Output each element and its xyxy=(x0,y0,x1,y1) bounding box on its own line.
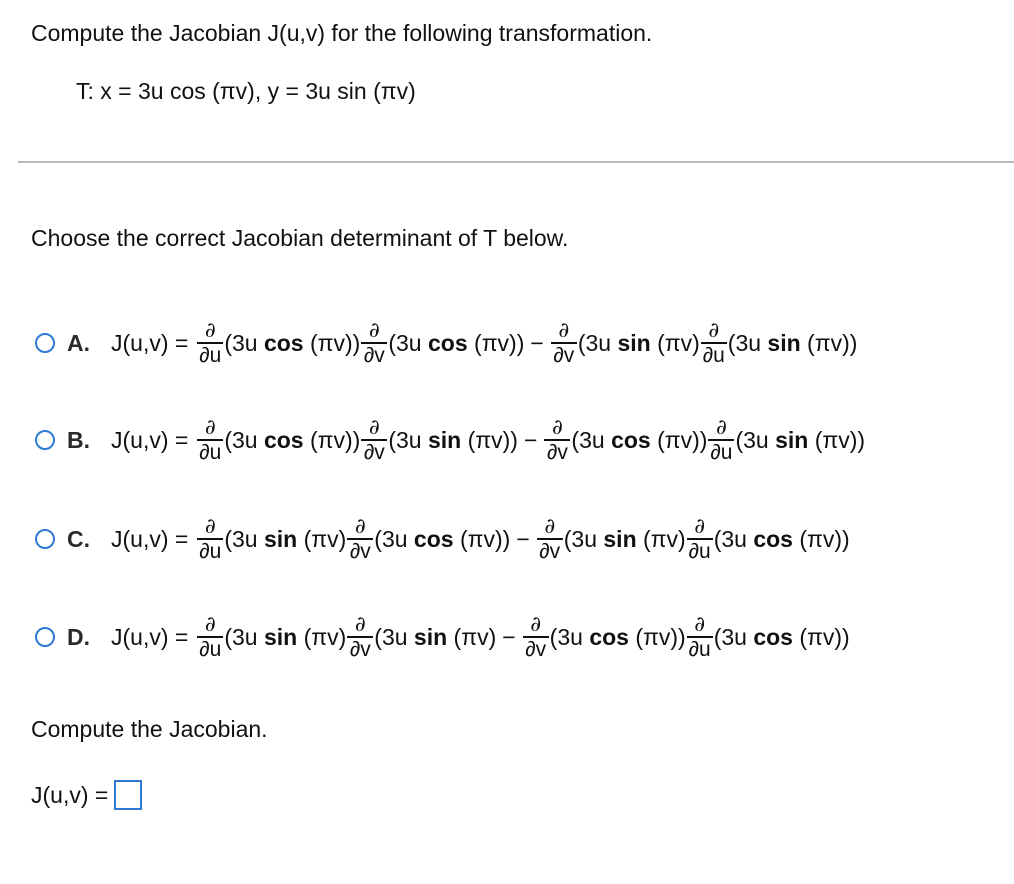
minus-sign: − xyxy=(516,525,530,552)
option-b[interactable] xyxy=(35,405,865,475)
answer-row xyxy=(31,780,142,810)
term-expression: (3u cos (πv)) xyxy=(713,623,850,650)
partial-derivative xyxy=(361,415,387,465)
partial-variable: ∂u xyxy=(702,343,725,367)
term-expression: (3u sin (πv) xyxy=(374,623,497,650)
radio-button[interactable] xyxy=(35,627,55,647)
option-letter: B. xyxy=(67,426,90,453)
partial-symbol: ∂ xyxy=(368,318,380,343)
partial-variable: ∂v xyxy=(363,343,385,367)
partial-symbol: ∂ xyxy=(708,318,720,343)
radio-button[interactable] xyxy=(35,430,55,450)
term-expression: (3u sin (πv) xyxy=(224,623,347,650)
term-expression: (3u sin (πv)) xyxy=(388,426,518,453)
option-d[interactable] xyxy=(35,602,850,672)
term-expression: (3u cos (πv)) xyxy=(388,329,525,356)
partial-symbol: ∂ xyxy=(694,514,706,539)
compute-label: Compute the Jacobian. xyxy=(31,716,268,742)
term-expression: (3u cos (πv)) xyxy=(713,525,850,552)
partial-derivative xyxy=(687,612,713,662)
section-divider xyxy=(18,161,1014,163)
minus-sign: − xyxy=(502,623,516,650)
partial-variable: ∂v xyxy=(525,637,547,661)
partial-variable: ∂u xyxy=(688,539,711,563)
partial-derivative xyxy=(361,318,387,368)
partial-variable: ∂v xyxy=(546,440,568,464)
partial-derivative xyxy=(347,612,373,662)
partial-derivative xyxy=(197,514,223,564)
question-title: Compute the Jacobian J(u,v) for the following transformation. xyxy=(31,20,653,46)
partial-variable: ∂v xyxy=(363,440,385,464)
term-expression: (3u cos (πv)) xyxy=(549,623,686,650)
term-expression: (3u cos (πv)) xyxy=(571,426,708,453)
answer-label: J(u,v) = xyxy=(31,781,109,808)
transformation-text: T: x = 3u cos (πv), y = 3u sin (πv) xyxy=(76,78,416,104)
minus-sign: − xyxy=(530,329,544,356)
partial-symbol: ∂ xyxy=(530,612,542,637)
partial-variable: ∂u xyxy=(199,343,222,367)
term-expression: (3u sin (πv) xyxy=(577,329,700,356)
option-letter: A. xyxy=(67,329,90,356)
partial-symbol: ∂ xyxy=(204,514,216,539)
term-expression: (3u sin (πv)) xyxy=(727,329,858,356)
partial-derivative xyxy=(687,514,713,564)
partial-symbol: ∂ xyxy=(551,415,563,440)
partial-variable: ∂u xyxy=(199,440,222,464)
term-expression: (3u sin (πv) xyxy=(563,525,686,552)
partial-symbol: ∂ xyxy=(204,318,216,343)
option-a[interactable] xyxy=(35,308,857,378)
partial-variable: ∂u xyxy=(710,440,733,464)
partial-derivative xyxy=(197,318,223,368)
partial-derivative xyxy=(537,514,563,564)
partial-symbol: ∂ xyxy=(354,612,366,637)
partial-symbol: ∂ xyxy=(716,415,727,440)
term-expression: (3u cos (πv)) xyxy=(224,426,361,453)
partial-symbol: ∂ xyxy=(544,514,556,539)
partial-variable: ∂v xyxy=(349,539,371,563)
partial-derivative xyxy=(701,318,727,368)
partial-symbol: ∂ xyxy=(694,612,706,637)
jacobian-lhs: J(u,v) = xyxy=(111,426,189,453)
partial-symbol: ∂ xyxy=(354,514,366,539)
term-expression: (3u cos (πv)) xyxy=(374,525,511,552)
partial-variable: ∂u xyxy=(688,637,711,661)
partial-derivative xyxy=(347,514,373,564)
partial-derivative xyxy=(551,318,577,368)
option-letter: C. xyxy=(67,525,90,552)
option-c[interactable] xyxy=(35,504,850,574)
jacobian-lhs: J(u,v) = xyxy=(111,623,189,650)
partial-symbol: ∂ xyxy=(558,318,570,343)
answer-input[interactable] xyxy=(114,780,142,810)
partial-symbol: ∂ xyxy=(204,415,216,440)
partial-variable: ∂v xyxy=(553,343,575,367)
term-expression: (3u sin (πv) xyxy=(224,525,347,552)
choice-prompt: Choose the correct Jacobian determinant of T below. xyxy=(31,225,569,251)
partial-symbol: ∂ xyxy=(204,612,216,637)
partial-derivative xyxy=(197,415,223,465)
partial-variable: ∂v xyxy=(539,539,561,563)
partial-derivative xyxy=(708,415,734,465)
partial-symbol: ∂ xyxy=(368,415,380,440)
partial-variable: ∂v xyxy=(349,637,371,661)
minus-sign: − xyxy=(523,426,538,453)
partial-variable: ∂u xyxy=(199,637,222,661)
partial-derivative xyxy=(197,612,223,662)
radio-button[interactable] xyxy=(35,529,55,549)
partial-derivative xyxy=(523,612,549,662)
jacobian-lhs: J(u,v) = xyxy=(111,329,189,356)
partial-variable: ∂u xyxy=(199,539,222,563)
jacobian-lhs: J(u,v) = xyxy=(111,525,189,552)
term-expression: (3u sin (πv)) xyxy=(735,426,866,453)
term-expression: (3u cos (πv)) xyxy=(224,329,361,356)
radio-button[interactable] xyxy=(35,333,55,353)
partial-derivative xyxy=(544,415,570,465)
option-letter: D. xyxy=(67,623,90,650)
